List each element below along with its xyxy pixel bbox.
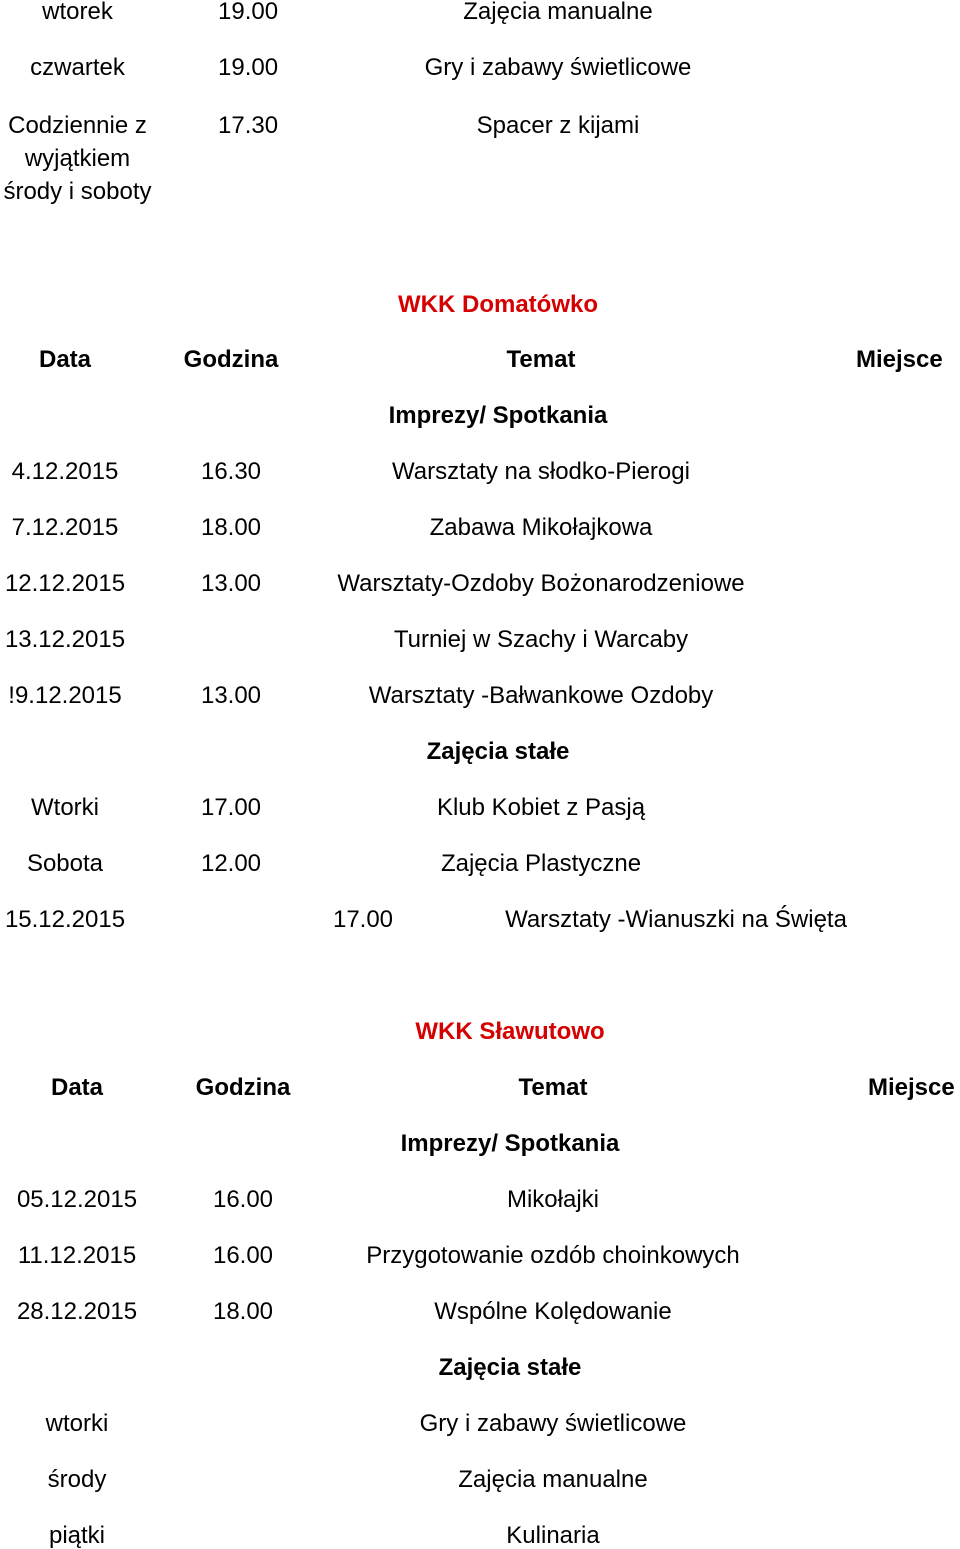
event-topic: Warsztaty na słodko-Pierogi [392, 458, 690, 485]
extra-topic: Warsztaty -Wianuszki na Święta [505, 906, 847, 933]
topic-cell: Gry i zabawy świetlicowe [424, 54, 692, 81]
header-time: Godzina [195, 1074, 291, 1101]
event-time: 13.00 [200, 570, 262, 597]
header-topic: Temat [506, 346, 576, 373]
day-cell-line: środy i soboty [3, 178, 152, 205]
regular-day: piątki [48, 1522, 106, 1549]
event-topic: Wspólne Kolędowanie [434, 1298, 672, 1325]
header-time: Godzina [183, 346, 279, 373]
header-topic: Temat [518, 1074, 588, 1101]
regular-topic: Zajęcia manualne [458, 1466, 648, 1493]
event-time: 13.00 [200, 682, 262, 709]
event-date: 7.12.2015 [11, 514, 119, 541]
event-date: 13.12.2015 [4, 626, 126, 653]
regular-day: środy [47, 1466, 107, 1493]
event-time: 16.00 [212, 1242, 274, 1269]
event-topic: Warsztaty -Bałwankowe Ozdoby [368, 682, 714, 709]
regular-time: 17.00 [200, 794, 262, 821]
section-title: WKK Domatówko [398, 291, 598, 318]
event-date: 12.12.2015 [4, 570, 126, 597]
extra-time: 17.00 [332, 906, 394, 933]
extra-date: 15.12.2015 [4, 906, 126, 933]
time-cell: 17.30 [218, 112, 279, 139]
day-cell: czwartek [30, 54, 125, 81]
regular-time: 12.00 [200, 850, 262, 877]
events-heading: Imprezy/ Spotkania [388, 402, 608, 429]
regular-topic: Klub Kobiet z Pasją [436, 794, 646, 821]
day-cell-line: wyjątkiem [24, 145, 131, 172]
day-cell: wtorek [42, 0, 113, 25]
regular-day: Sobota [26, 850, 104, 877]
time-cell: 19.00 [218, 0, 279, 25]
header-date: Data [50, 1074, 104, 1101]
regular-topic: Gry i zabawy świetlicowe [419, 1410, 687, 1437]
regular-day: wtorki [45, 1410, 109, 1437]
header-date: Data [38, 346, 92, 373]
topic-cell: Spacer z kijami [476, 112, 640, 139]
event-time: 16.30 [200, 458, 262, 485]
regular-topic: Kulinaria [506, 1522, 600, 1549]
event-topic: Turniej w Szachy i Warcaby [393, 626, 689, 653]
regular-topic: Zajęcia Plastyczne [440, 850, 642, 877]
event-time: 16.00 [212, 1186, 274, 1213]
time-cell: 19.00 [218, 54, 279, 81]
events-heading: Imprezy/ Spotkania [400, 1130, 620, 1157]
topic-cell: Zajęcia manualne [463, 0, 653, 25]
event-topic: Zabawa Mikołajkowa [429, 514, 653, 541]
event-date: 4.12.2015 [11, 458, 119, 485]
event-time: 18.00 [212, 1298, 274, 1325]
event-date: 11.12.2015 [17, 1242, 137, 1269]
header-place: Miejsce [868, 1074, 955, 1101]
regular-heading: Zajęcia stałe [426, 738, 570, 765]
event-time: 18.00 [200, 514, 262, 541]
event-date: !9.12.2015 [8, 682, 122, 709]
event-topic: Przygotowanie ozdób choinkowych [366, 1242, 740, 1269]
event-topic: Mikołajki [506, 1186, 599, 1213]
event-topic: Warsztaty-Ozdoby Bożonarodzeniowe [337, 570, 745, 597]
regular-heading: Zajęcia stałe [438, 1354, 582, 1381]
day-cell-line: Codziennie z [8, 112, 147, 139]
event-date: 05.12.2015 [16, 1186, 138, 1213]
event-date: 28.12.2015 [16, 1298, 138, 1325]
header-place: Miejsce [856, 346, 943, 373]
section-title: WKK Sławutowo [415, 1018, 605, 1045]
regular-day: Wtorki [31, 794, 99, 821]
